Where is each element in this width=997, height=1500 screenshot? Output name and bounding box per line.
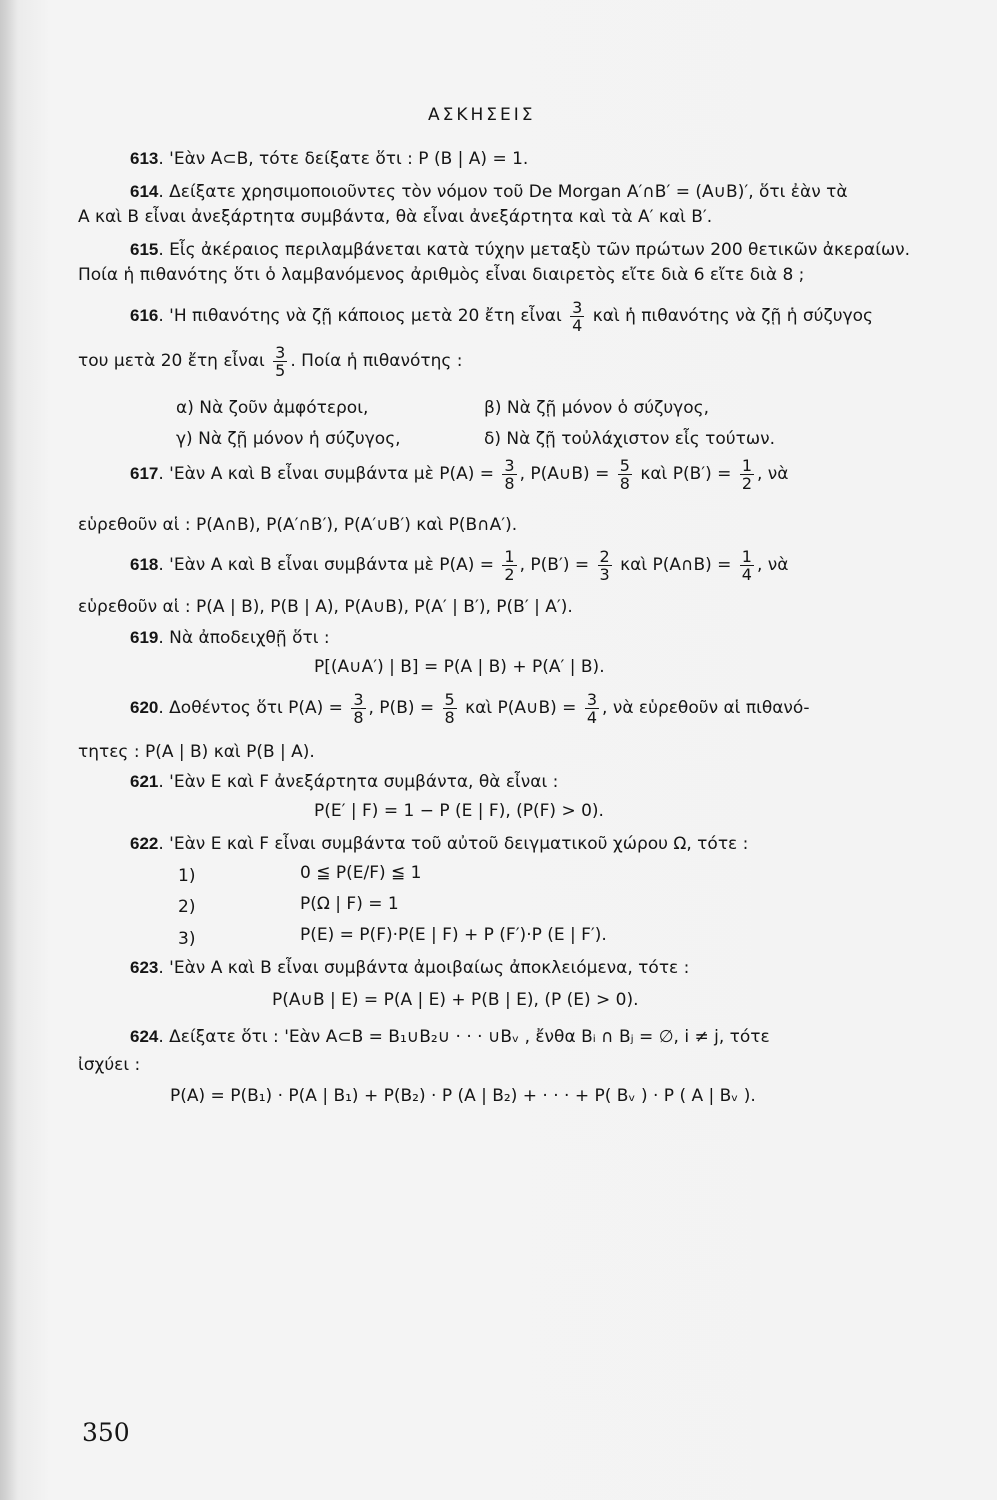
exercise-text: καὶ P(A∪B) = — [465, 698, 577, 718]
item-label: 3) — [178, 929, 196, 949]
option-d: δ) Νὰ ζῇ τοὐλάχιστον εἷς τούτων. — [484, 429, 775, 449]
exercise-number: 620 — [130, 698, 159, 717]
denominator: 4 — [586, 707, 598, 727]
exercise-618 — [130, 545, 789, 585]
numerator: 3 — [504, 455, 515, 475]
exercise-617-line2: εὑρεθοῦν αἱ : P(A∩B), P(A′∩B′), P(A′∪B′) καὶ P(B∩A′). — [78, 515, 518, 535]
exercise-text: . Ποία ἡ πιθανότης : — [290, 351, 463, 371]
fraction — [351, 691, 365, 726]
numerator: 3 — [353, 689, 364, 709]
item-formula: P(E) = P(F)·P(E | F) + P (F′)·P (E | F′). — [300, 925, 607, 945]
exercise-618-line2: εὑρεθοῦν αἱ : P(A | B), P(B | A), P(A∪B), P(A′ | B′), P(B′ | A′). — [78, 597, 573, 617]
exercise-text: . 'Εὰν A καὶ B εἶναι συμβάντα μὲ P(A) = — [158, 555, 495, 575]
exercise-624-line2: ἰσχύει : — [78, 1055, 141, 1075]
exercise-text: , νὰ εὑρεθοῦν αἱ πιθανό- — [602, 698, 810, 718]
denominator: 4 — [741, 564, 752, 584]
exercise-number: 613 — [130, 149, 159, 168]
exercise-text: . Νὰ ἀποδειχθῇ ὅτι : — [158, 628, 330, 648]
numerator: 1 — [504, 546, 515, 566]
item-formula: 0 ≦ P(E/F) ≦ 1 — [300, 863, 422, 883]
denominator: 2 — [504, 564, 515, 584]
exercise-616-line2 — [78, 341, 463, 381]
exercise-617 — [130, 454, 789, 494]
exercise-624 — [130, 1026, 770, 1048]
numerator: 1 — [741, 455, 752, 475]
exercise-text: καὶ P(A∩B) = — [620, 555, 732, 575]
exercise-text: . 'Εὰν E καὶ F ἀνεξάρτητα συμβάντα, θὰ εἶναι : — [158, 772, 559, 792]
exercise-text: , νὰ — [757, 464, 789, 484]
numerator: 2 — [599, 546, 610, 566]
fraction — [502, 457, 516, 492]
exercise-number: 617 — [130, 464, 159, 483]
numerator: 1 — [741, 546, 752, 566]
fraction — [740, 548, 754, 583]
exercise-621-formula: P(E′ | F) = 1 − P (E | F), (P(F) > 0). — [314, 801, 604, 821]
exercise-text: . Δείξατε χρησιμοποιοῦντες τὸν νόμον τοῦ De Morgan A′∩B′ = (A∪B)′, ὅτι ἐὰν τὰ — [158, 182, 848, 202]
exercise-text: . 'Η πιθανότης νὰ ζῇ κάποιος μετὰ 20 ἔτη εἶναι — [158, 306, 562, 326]
item-formula: P(Ω | F) = 1 — [300, 894, 399, 914]
numerator: 3 — [586, 689, 598, 709]
numerator: 5 — [619, 455, 630, 475]
numerator: 5 — [444, 689, 455, 709]
exercise-text: . 'Εὰν E καὶ F εἶναι συμβάντα τοῦ αὐτοῦ δειγματικοῦ χώρου Ω, τότε : — [158, 834, 749, 854]
denominator: 2 — [741, 473, 752, 493]
exercise-number: 623 — [130, 958, 159, 977]
exercise-620-line2: τητες : P(A | B) καὶ P(B | A). — [78, 742, 315, 762]
exercise-text: καὶ P(B′) = — [640, 464, 732, 484]
exercise-623-formula: P(A∪B | E) = P(A | E) + P(B | E), (P (E) > 0). — [272, 990, 639, 1010]
fraction — [598, 548, 612, 583]
option-a: α) Νὰ ζοῦν ἀμφότεροι, — [176, 398, 369, 418]
exercise-text: , P(B) = — [368, 698, 435, 718]
exercise-619-formula: P[(A∪A′) | B] = P(A | B) + P(A′ | B). — [314, 657, 605, 677]
fraction — [570, 299, 584, 334]
fraction — [740, 457, 754, 492]
numerator: 3 — [572, 297, 583, 317]
denominator: 8 — [444, 707, 455, 727]
exercise-text: . 'Εὰν A καὶ B εἶναι συμβάντα ἀμοιβαίως ἀποκλειόμενα, τότε : — [158, 958, 690, 978]
exercise-number: 621 — [130, 772, 159, 791]
exercise-613 — [130, 148, 528, 170]
fraction — [585, 691, 599, 726]
exercise-614-line2: A καὶ B εἶναι ἀνεξάρτητα συμβάντα, θὰ εἶναι ἀνεξάρτητα καὶ τὰ A′ καὶ B′. — [78, 207, 713, 227]
exercise-621 — [130, 771, 558, 793]
exercise-number: 622 — [130, 834, 159, 853]
item-label: 2) — [178, 897, 196, 917]
denominator: 8 — [504, 473, 515, 493]
exercise-text: . 'Εὰν A⊂B, τότε δείξατε ὅτι : P (B | A) = 1. — [158, 149, 529, 169]
exercise-number: 615 — [130, 240, 159, 259]
fraction — [502, 548, 516, 583]
exercise-text: . 'Εὰν A καὶ B εἶναι συμβάντα μὲ P(A) = — [158, 464, 495, 484]
exercise-624-formula: P(A) = P(B₁) · P(A | B₁) + P(B₂) · P (A | B₂) + · · · + P( Bᵥ ) · P ( A | Bᵥ ). — [170, 1086, 756, 1106]
exercise-text: του μετὰ 20 ἔτη εἶναι — [78, 351, 265, 371]
exercise-number: 614 — [130, 182, 159, 201]
option-b: β) Νὰ ζῇ μόνον ὁ σύζυγος, — [484, 398, 709, 418]
exercise-text: , P(A∪B) = — [519, 464, 610, 484]
exercise-614 — [130, 181, 848, 203]
denominator: 8 — [353, 707, 364, 727]
exercise-text: . Εἷς ἀκέραιος περιλαμβάνεται κατὰ τύχην μεταξὺ τῶν πρώτων 200 θετικῶν ἀκεραίων. — [158, 240, 911, 260]
exercise-text: καὶ ἡ πιθανότης νὰ ζῇ ἡ σύζυγος — [592, 306, 874, 326]
exercise-number: 618 — [130, 555, 159, 574]
denominator: 5 — [275, 360, 286, 380]
exercise-615 — [130, 239, 910, 261]
exercise-text: . Δοθέντος ὅτι P(A) = — [158, 698, 343, 718]
page-title: ΑΣΚΗΣΕΙΣ — [428, 105, 536, 125]
denominator: 8 — [619, 473, 630, 493]
item-label: 1) — [178, 866, 196, 886]
denominator: 4 — [572, 315, 583, 335]
exercise-number: 616 — [130, 306, 159, 325]
page-number: 350 — [82, 1418, 130, 1447]
exercise-620 — [130, 688, 809, 728]
exercise-text: , νὰ — [756, 555, 789, 575]
exercise-number: 619 — [130, 628, 159, 647]
exercise-text: . Δείξατε ὅτι : 'Εὰν A⊂B = B₁∪B₂∪ · · · ∪Bᵥ , ἔνθα Bᵢ ∩ Bⱼ = ∅, i ≠ j, τότε — [158, 1027, 770, 1047]
exercise-623 — [130, 957, 689, 979]
fraction — [273, 344, 287, 379]
fraction — [443, 691, 457, 726]
exercise-616 — [130, 296, 873, 336]
exercise-619 — [130, 627, 330, 649]
exercise-622 — [130, 833, 748, 855]
exercise-text: , P(B′) = — [519, 555, 590, 575]
option-c: γ) Νὰ ζῇ μόνον ἡ σύζυγος, — [176, 429, 401, 449]
numerator: 3 — [275, 342, 286, 362]
denominator: 3 — [599, 564, 610, 584]
exercise-number: 624 — [130, 1027, 159, 1046]
fraction — [618, 457, 632, 492]
exercise-615-line2: Ποία ἡ πιθανότης ὅτι ὁ λαμβανόμενος ἀριθμὸς εἶναι διαιρετὸς εἴτε διὰ 6 εἴτε διὰ 8 ; — [78, 265, 805, 285]
